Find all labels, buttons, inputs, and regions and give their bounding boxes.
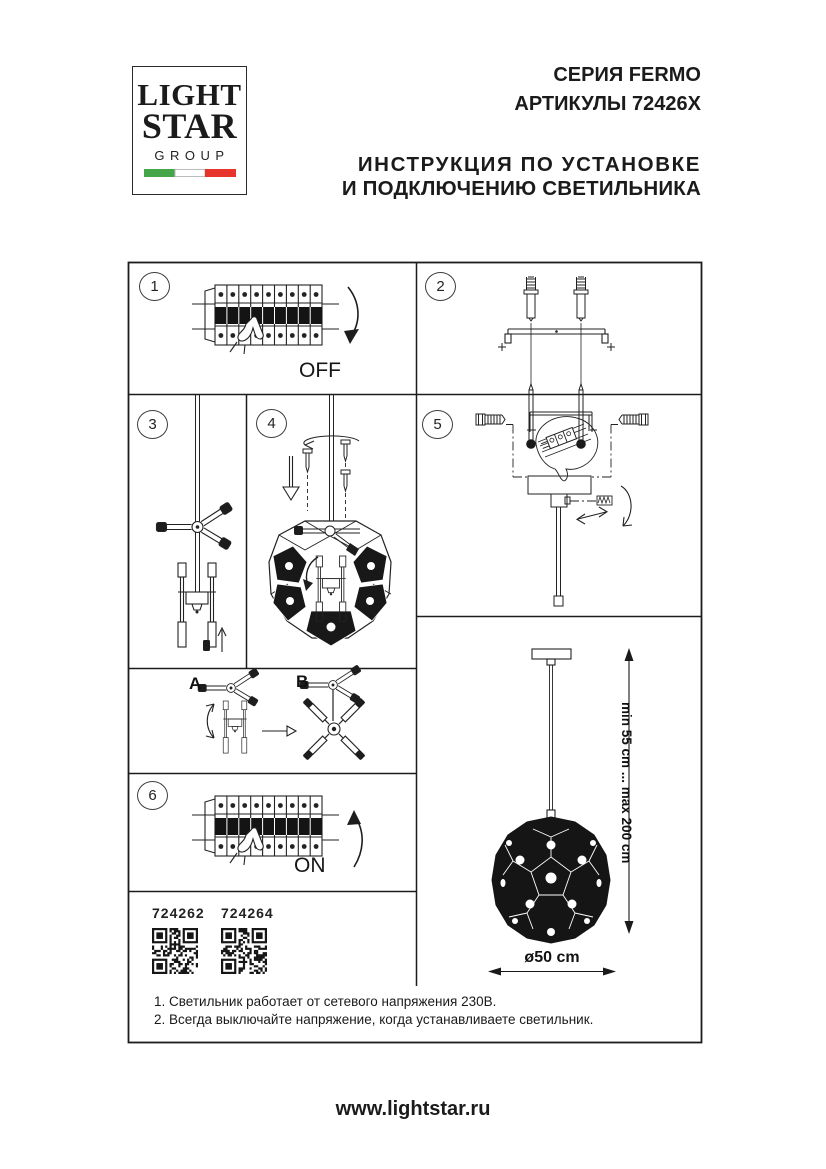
article-numbers-line: АРТИКУЛЫ 72426X bbox=[514, 93, 701, 115]
step-2-badge bbox=[425, 272, 456, 301]
rotate-arc-icon bbox=[621, 486, 632, 526]
title-line-1: ИНСТРУКЦИЯ ПО УСТАНОВКЕ bbox=[357, 153, 701, 176]
qr-code-left bbox=[152, 928, 198, 974]
logo-word-star: STAR bbox=[141, 106, 238, 146]
safety-notes bbox=[154, 993, 714, 1028]
arrow-down-icon bbox=[344, 329, 359, 344]
variant-b-label: B bbox=[296, 672, 309, 691]
step-3-badge bbox=[137, 410, 168, 439]
note-1: 1. Светильник работает от сетевого напряжения 230В. bbox=[154, 994, 497, 1009]
step-6-badge bbox=[137, 781, 168, 810]
pendant-lamp-illustration bbox=[488, 648, 634, 976]
website-link: www.lightstar.ru bbox=[335, 1098, 491, 1120]
screws-icons bbox=[303, 440, 350, 530]
transition-arrow-icon bbox=[262, 726, 296, 736]
variant-a-label: A bbox=[189, 674, 202, 693]
ceiling-mount-illustration bbox=[476, 412, 648, 606]
step-5-number: 5 bbox=[433, 416, 442, 433]
step-3-number: 3 bbox=[148, 416, 157, 433]
height-dimension-label: min 55 cm ... max 200 cm bbox=[619, 702, 634, 864]
variant-a-illustration bbox=[198, 668, 259, 753]
qr-code-right bbox=[221, 928, 267, 974]
slide-arrow-icon bbox=[577, 507, 607, 524]
arrow-up-icon bbox=[218, 628, 226, 652]
step-4-badge bbox=[256, 409, 287, 438]
rod-spider-illustration bbox=[157, 395, 233, 652]
flip-arrow-icon bbox=[206, 704, 214, 738]
off-label: OFF bbox=[299, 359, 341, 382]
step-4-number: 4 bbox=[267, 415, 276, 432]
series-name: СЕРИЯ FERMO bbox=[553, 64, 701, 86]
step-1-badge bbox=[139, 272, 170, 301]
step-6-number: 6 bbox=[148, 787, 157, 804]
mounting-hardware-illustration bbox=[498, 277, 615, 449]
breaker-off-illustration bbox=[192, 285, 359, 354]
logo-word-group: GROUP bbox=[154, 148, 230, 163]
note-2: 2. Всегда выключайте напряжение, когда устанавливаете светильник. bbox=[154, 1011, 594, 1027]
diameter-dimension-label: ø50 cm bbox=[524, 949, 580, 966]
arrow-down-icon bbox=[283, 456, 299, 500]
grub-screw-icon bbox=[203, 640, 210, 651]
diameter-dimension-arrow bbox=[488, 968, 616, 976]
variant-b-illustration bbox=[300, 665, 365, 760]
panel-grid-borders bbox=[129, 263, 702, 1043]
step-5-badge bbox=[422, 410, 453, 439]
article-number-right: 724264 bbox=[221, 905, 274, 921]
set-screw-spring-icon bbox=[597, 496, 612, 505]
rotate-icon bbox=[304, 436, 359, 449]
arrow-up-icon bbox=[347, 810, 361, 825]
article-number-left: 724262 bbox=[152, 905, 205, 921]
step-1-number: 1 bbox=[150, 278, 159, 295]
on-label: ON bbox=[294, 854, 326, 877]
logo-word-light: LIGHT bbox=[137, 77, 242, 112]
step-2-number: 2 bbox=[436, 278, 445, 295]
breaker-on-illustration bbox=[192, 796, 362, 867]
shade-assembly-illustration bbox=[269, 395, 391, 646]
title-line-2: И ПОДКЛЮЧЕНИЮ СВЕТИЛЬНИКА bbox=[341, 177, 701, 200]
